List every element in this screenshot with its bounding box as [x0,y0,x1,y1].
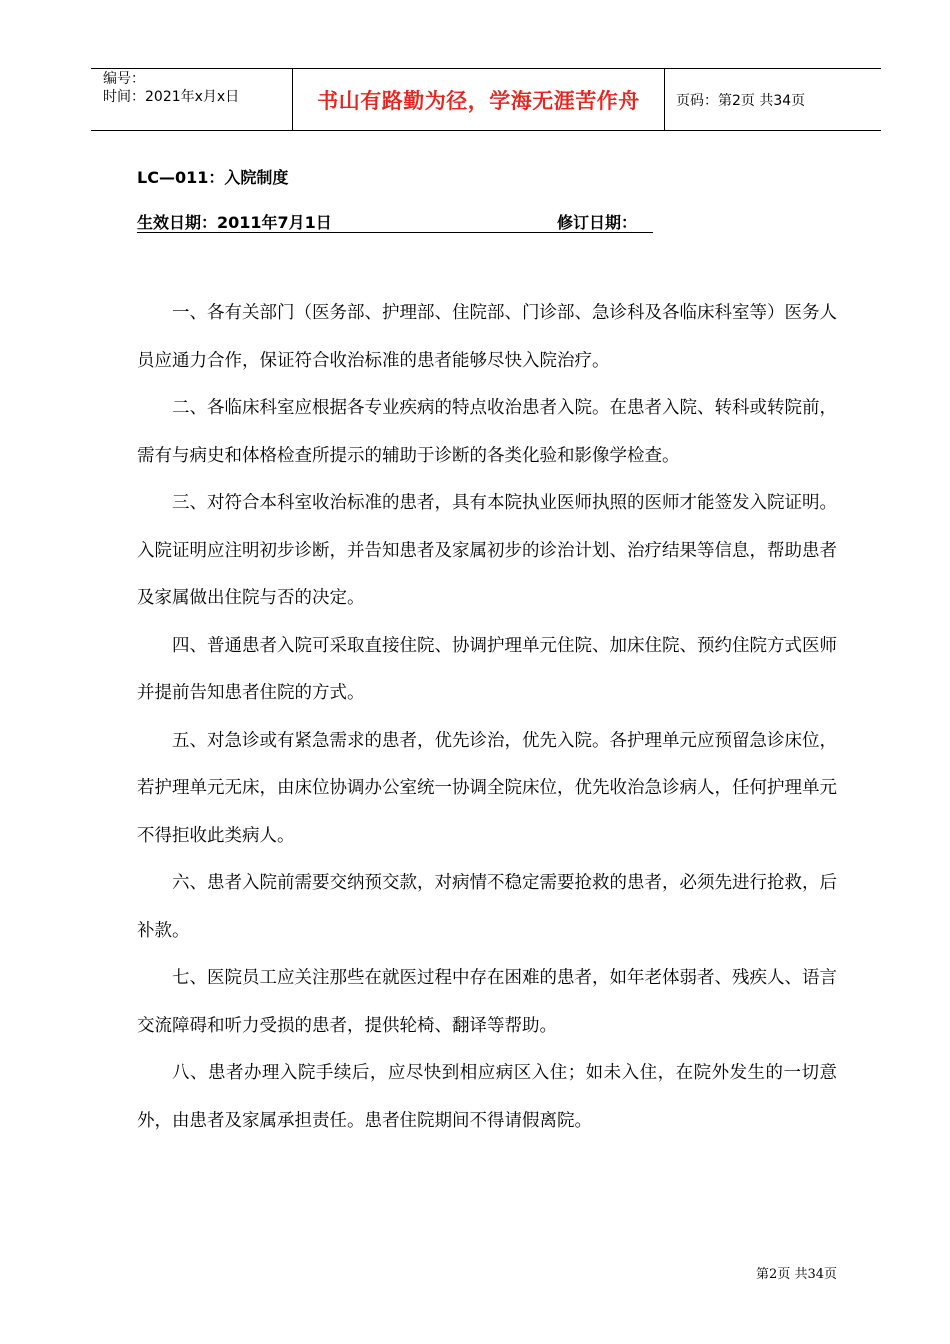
header-page-info: 页码：第2页 共34页 [676,92,806,109]
date-line [137,210,653,233]
paragraph: 六、患者入院前需要交纳预交款，对病情不稳定需要抢救的患者，必须先进行抢救，后补款。 [137,873,837,941]
paragraph: 三、对符合本科室收治标准的患者，具有本院执业医师执照的医师才能签发入院证明。入院证明应注明初步诊断，并告知患者及家属初步的诊治计划、治疗结果等信息，帮助患者及家属做出住院与否的决定。 [137,493,837,608]
document-body [137,290,837,1145]
revision-date: 修订日期： [557,213,638,232]
paragraph: 二、各临床科室应根据各专业疾病的特点收治患者入院。在患者入院、转科或转院前，需有与病史和体格检查所提示的辅助于诊断的各类化验和影像学检查。 [137,398,837,466]
effective-date: 生效日期：2011年7月1日 [137,213,332,232]
number-label: 编号： [103,71,145,87]
time-label: 时间：2021年x月x日 [103,89,240,105]
paragraph: 五、对急诊或有紧急需求的患者，优先诊治，优先入院。各护理单元应预留急诊床位，若护理单元无床，由床位协调办公室统一协调全院床位，优先收治急诊病人，任何护理单元不得拒收此类病人。 [137,730,837,846]
paragraph: 八、患者办理入院手续后，应尽快到相应病区入住；如未入住，在院外发生的一切意外，由患者及家属承担责任。患者住院期间不得请假离院。 [137,1063,837,1131]
paragraph: 一、各有关部门（医务部、护理部、住院部、门诊部、急诊科及各临床科室等）医务人员应通力合作，保证符合收治标准的患者能够尽快入院治疗。 [137,303,837,371]
header-motto: 书山有路勤为径，学海无涯苦作舟 [293,69,665,130]
paragraph: 四、普通患者入院可采取直接住院、协调护理单元住院、加床住院、预约住院方式医师并提前告知患者住院的方式。 [137,635,837,703]
page-header [91,68,881,131]
footer-page-number: 第2页 共34页 [756,1267,837,1282]
paragraph: 七、医院员工应关注那些在就医过程中存在困难的患者，如年老体弱者、残疾人、语言交流障碍和听力受损的患者，提供轮椅、翻译等帮助。 [137,968,837,1036]
header-meta [91,69,293,130]
document-title: LC—011：入院制度 [137,168,289,187]
